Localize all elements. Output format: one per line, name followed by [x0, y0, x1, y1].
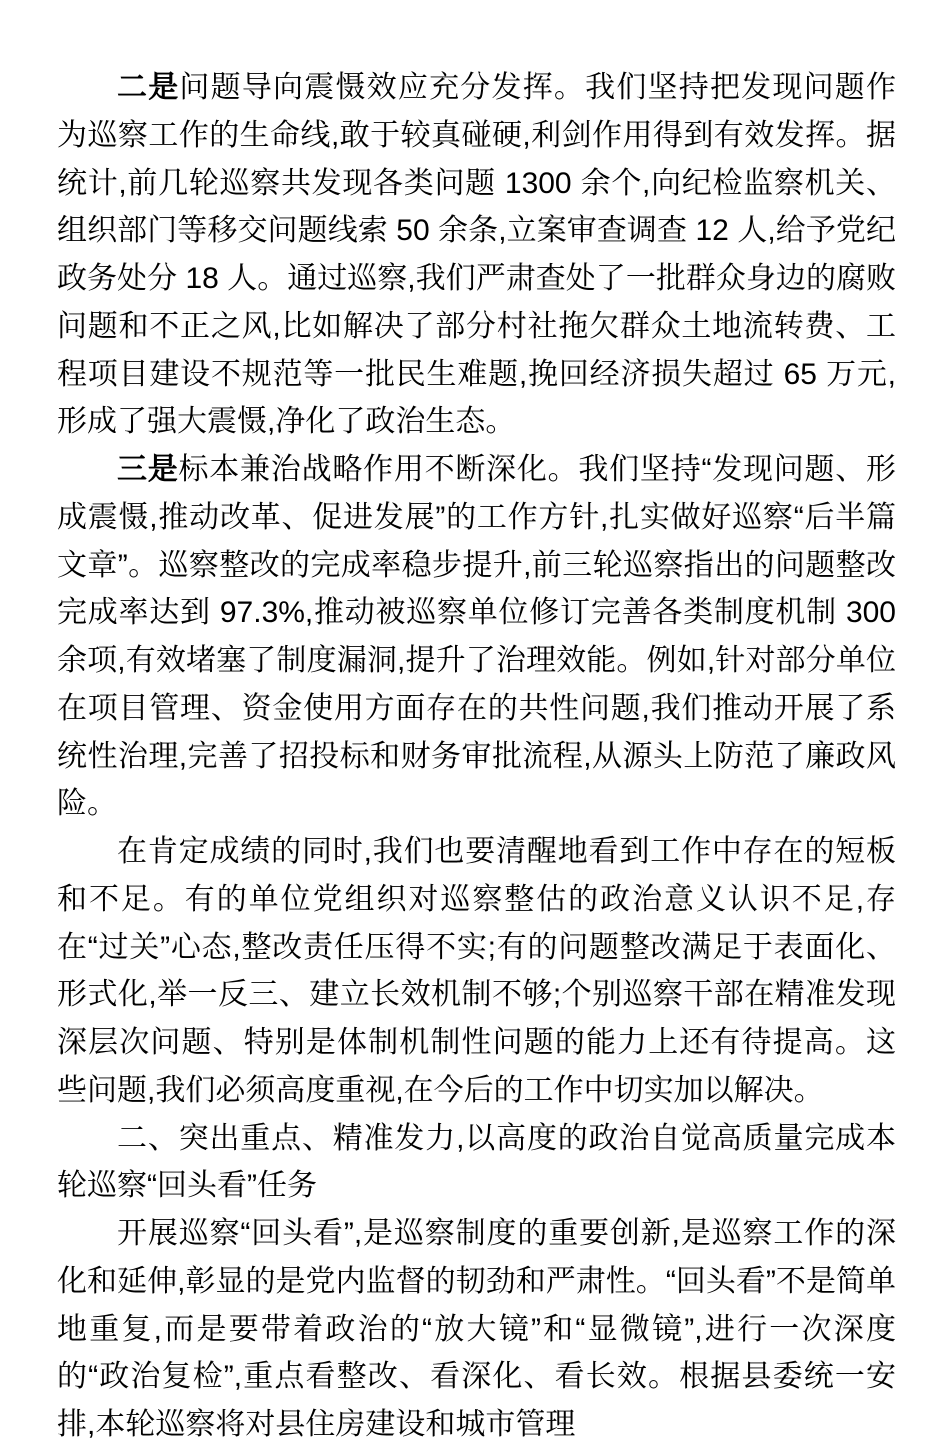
paragraph-shortcomings: [57, 828, 896, 1115]
paragraph-text: 标本兼治战略作用不断深化。我们坚持“发现问题、形成震慑,推动改革、促进发展”的工作方针,扎实做好巡察“后半篇文章”。巡察整改的完成率稳步提升,前三轮巡察指出的问题整改完成率达到 97.3%,推动被巡察单位修订完善各类制度机制 300 余项,有效堵塞了制度漏洞,提升了治理效能。例如,针对部分单位在项目管理、资金使用方面存在的共性问题,我们推动开展了系统性治理,完善了招投标和财务审批流程,从源头上防范了廉政风险。: [57, 453, 897, 821]
paragraph-lead: 三是: [117, 453, 179, 486]
section-heading-two: [57, 1115, 896, 1211]
paragraph-problem-deterrence: [57, 64, 896, 446]
heading-text: 二、突出重点、精准发力,以高度的政治自觉高质量完成本轮巡察“回头看”任务: [57, 1121, 896, 1203]
paragraph-lead: 二是: [117, 71, 180, 104]
paragraph-systemic-treatment: [57, 446, 896, 828]
paragraph-text: 在肯定成绩的同时,我们也要清醒地看到工作中存在的短板和不足。有的单位党组织对巡察整估的政治意义认识不足,存在“过关”心态,整改责任压得不实;有的问题整改满足于表面化、形式化,举一反三、建立长效机制不够;个别巡察干部在精准发现深层次问题、特别是体制机制性问题的能力上还有待提高。这些问题,我们必须高度重视,在今后的工作中切实加以解决。: [57, 835, 896, 1107]
paragraph-text: 开展巡察“回头看”,是巡察制度的重要创新,是巡察工作的深化和延伸,彰显的是党内监督的韧劲和严肃性。“回头看”不是简单地重复,而是要带着政治的“放大镜”和“显微镜”,进行一次深度的“政治复检”,重点看整改、看深化、看长效。根据县委统一安排,本轮巡察将对县住房建设和城市管理: [57, 1217, 896, 1441]
paragraph-lookback: [57, 1210, 896, 1449]
paragraph-text: 问题导向震慑效应充分发挥。我们坚持把发现问题作为巡察工作的生命线,敢于较真碰硬,利剑作用得到有效发挥。据统计,前几轮巡察共发现各类问题 1300 余个,向纪检监察机关、组织部门等移交问题线索 50 余条,立案审查调查 12 人,给予党纪政务处分 18 人。通过巡察,我们严肃查处了一批群众身边的腐败问题和不正之风,比如解决了部分村社拖欠群众土地流转费、工程项目建设不规范等一批民生难题,挽回经济损失超过 65 万元,形成了强大震慑,净化了政治生态。: [57, 71, 897, 439]
